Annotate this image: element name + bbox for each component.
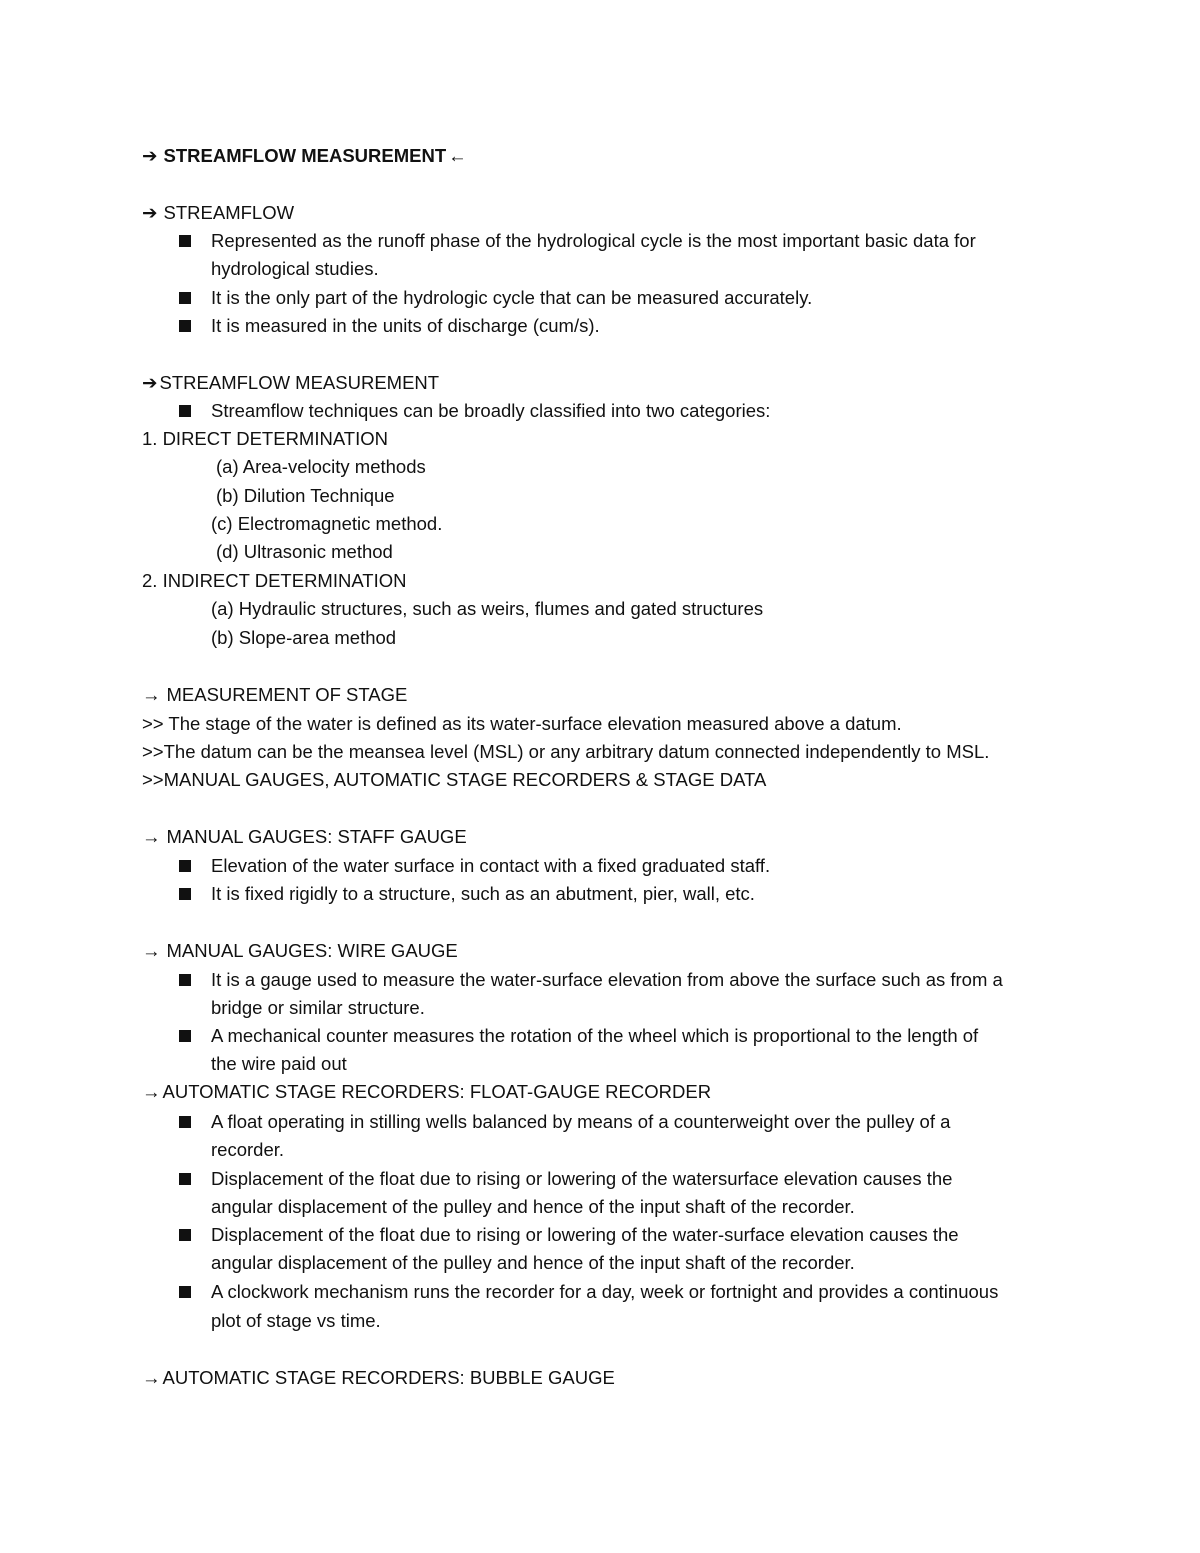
bullet-text-continued: recorder.: [211, 1139, 285, 1160]
bullet-text: A mechanical counter measures the rotation of the wheel which is proportional to the length of: [211, 1025, 979, 1046]
bullet-text-continued: angular displacement of the pulley and hence of the input shaft of the recorder.: [211, 1252, 855, 1273]
section-heading-staff-gauge: → MANUAL GAUGES: STAFF GAUGE: [142, 823, 467, 851]
bullet-text: It is measured in the units of discharge (cum/s).: [211, 315, 600, 336]
bullet-text-continued: the wire paid out: [211, 1053, 347, 1074]
arrow-right-icon: ➔: [142, 372, 158, 393]
bullet-text: A clockwork mechanism runs the recorder for a day, week or fortnight and provides a continuous: [211, 1281, 999, 1302]
arrow-right-icon: ➔: [142, 202, 158, 223]
section-heading-float-gauge-recorder: → AUTOMATIC STAGE RECORDERS: FLOAT-GAUGE RECORDER: [142, 1078, 711, 1106]
bullet-square-icon: [179, 320, 191, 332]
bullet-square-icon: [179, 235, 191, 247]
bullet-text: A float operating in stilling wells balanced by means of a counterweight over the pulley of a: [211, 1111, 951, 1132]
bullet-text: Represented as the runoff phase of the hydrological cycle is the most important basic data for: [211, 230, 976, 251]
section-heading-measurement-of-stage: → MEASUREMENT OF STAGE: [142, 681, 407, 709]
section-heading-streamflow-measurement: ➔ STREAMFLOW MEASUREMENT: [142, 369, 439, 397]
bullet-text-continued: bridge or similar structure.: [211, 997, 425, 1018]
bullet-text-continued: angular displacement of the pulley and hence of the input shaft of the recorder.: [211, 1196, 855, 1217]
document-title: [142, 142, 469, 170]
bullet-square-icon: [179, 1116, 191, 1128]
bullet-text-continued: plot of stage vs time.: [211, 1310, 381, 1331]
bullet-square-icon: [179, 974, 191, 986]
list-item: (d) Ultrasonic method: [216, 541, 393, 562]
category-indirect: 2. INDIRECT DETERMINATION: [142, 570, 407, 591]
list-item: (b) Slope-area method: [211, 627, 397, 648]
list-item: (b) Dilution Technique: [216, 485, 395, 506]
arrow-right-icon: →: [142, 684, 161, 705]
bullet-square-icon: [179, 1030, 191, 1042]
text-line: >>The datum can be the meansea level (MSL) or any arbitrary datum connected independently to MSL.: [142, 741, 990, 762]
arrow-right-icon: →: [142, 1081, 161, 1102]
section-heading-streamflow: ➔ STREAMFLOW: [142, 199, 294, 227]
arrow-right-icon: →: [142, 1367, 161, 1388]
text-line: >> The stage of the water is defined as its water-surface elevation measured above a datum.: [142, 713, 902, 734]
list-item: (a) Hydraulic structures, such as weirs, flumes and gated structures: [211, 598, 764, 619]
section-heading-wire-gauge: → MANUAL GAUGES: WIRE GAUGE: [142, 937, 458, 965]
category-direct: 1. DIRECT DETERMINATION: [142, 428, 389, 449]
arrow-left-icon: ←: [448, 145, 467, 166]
arrow-right-icon: →: [142, 826, 161, 847]
list-item: (c) Electromagnetic method.: [211, 513, 443, 534]
bullet-square-icon: [179, 405, 191, 417]
list-item: (a) Area-velocity methods: [216, 456, 426, 477]
bullet-square-icon: [179, 1229, 191, 1241]
bullet-square-icon: [179, 1173, 191, 1185]
bullet-text-continued: hydrological studies.: [211, 258, 379, 279]
bullet-text: It is a gauge used to measure the water-surface elevation from above the surface such as from a: [211, 969, 1003, 990]
bullet-square-icon: [179, 860, 191, 872]
bullet-text: Displacement of the float due to rising or lowering of the water-surface elevation causes the: [211, 1224, 959, 1245]
section-heading-bubble-gauge: → AUTOMATIC STAGE RECORDERS: BUBBLE GAUGE: [142, 1364, 615, 1392]
bullet-square-icon: [179, 1286, 191, 1298]
arrow-right-icon: ➔: [142, 145, 158, 166]
bullet-text: Displacement of the float due to rising or lowering of the watersurface elevation causes the: [211, 1168, 953, 1189]
title-text: STREAMFLOW MEASUREMENT: [163, 145, 447, 166]
bullet-text: Elevation of the water surface in contact with a fixed graduated staff.: [211, 855, 771, 876]
bullet-square-icon: [179, 292, 191, 304]
bullet-text: Streamflow techniques can be broadly classified into two categories:: [211, 400, 771, 421]
bullet-text: It is fixed rigidly to a structure, such as an abutment, pier, wall, etc.: [211, 883, 755, 904]
bullet-square-icon: [179, 888, 191, 900]
bullet-text: It is the only part of the hydrologic cycle that can be measured accurately.: [211, 287, 813, 308]
text-line: >>MANUAL GAUGES, AUTOMATIC STAGE RECORDERS & STAGE DATA: [142, 769, 767, 790]
arrow-right-icon: →: [142, 940, 161, 961]
